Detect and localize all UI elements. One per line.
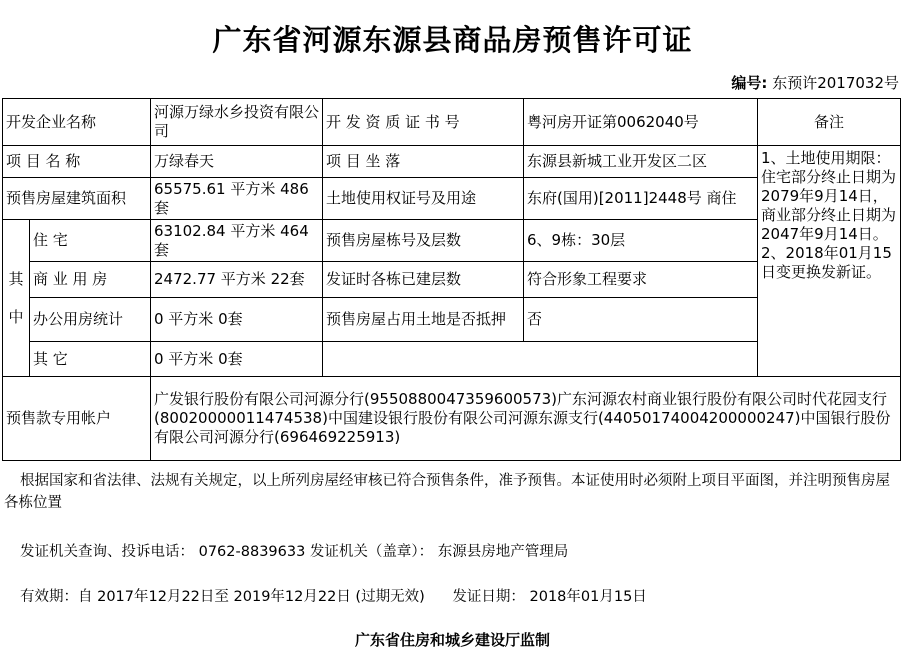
certificate-number [731, 72, 899, 93]
building-value: 6、9栋：30层 [524, 220, 758, 262]
mortgage-value: 否 [524, 298, 758, 342]
residential-label: 住 宅 [30, 220, 151, 262]
project-name-label: 项 目 名 称 [3, 146, 151, 178]
among-label: 其中 [3, 220, 30, 377]
validity-line: 有效期：自 2017年12月22日至 2019年12月22日 (过期无效) 发证日期： 2018年01月15日 [20, 589, 647, 605]
account-value: 广发银行股份有限公司河源分行(9550880047359600573)广东河源农村商业银行股份有限公司时代花园支行(80020000011474538)中国建设银行股份有限公司河源东源支行(44050174004200000247)中国银行股份有限公司河源分行(696469225913) [151, 377, 901, 461]
contact-line: 发证机关查询、投诉电话： 0762-8839633 发证机关（盖章）： 东源县房地产管理局 [20, 544, 569, 560]
built-floors-value: 符合形象工程要求 [524, 262, 758, 298]
supervision-footer: 广东省住房和城乡建设厅监制 [354, 631, 550, 649]
certificate-number-label: 编号: [731, 74, 768, 92]
document-title: 广东省河源东源县商品房预售许可证 [212, 23, 693, 57]
commercial-label: 商 业 用 房 [30, 262, 151, 298]
other-value: 0 平方米 0套 [151, 342, 323, 377]
presale-area-label: 预售房屋建筑面积 [3, 178, 151, 220]
residential-value: 63102.84 平方米 464套 [151, 220, 323, 262]
remarks-label: 备注 [758, 99, 901, 146]
mortgage-label: 预售房屋占用土地是否抵押 [323, 298, 524, 342]
certificate-number-value: 东预许2017032号 [772, 74, 899, 92]
account-label: 预售款专用帐户 [3, 377, 151, 461]
land-cert-value: 东府(国用)[2011]2448号 商住 [524, 178, 758, 220]
qualification-label: 开 发 资 质 证 书 号 [323, 99, 524, 146]
commercial-value: 2472.77 平方米 22套 [151, 262, 323, 298]
project-name-value: 万绿春天 [151, 146, 323, 178]
project-location-label: 项 目 坐 落 [323, 146, 524, 178]
qualification-value: 粤河房开证第0062040号 [524, 99, 758, 146]
license-table [2, 98, 901, 461]
developer-label: 开发企业名称 [3, 99, 151, 146]
land-cert-label: 土地使用权证号及用途 [323, 178, 524, 220]
office-label: 办公用房统计 [30, 298, 151, 342]
built-floors-label: 发证时各栋已建层数 [323, 262, 524, 298]
empty-cell [323, 342, 758, 377]
presale-area-value: 65575.61 平方米 486套 [151, 178, 323, 220]
other-label: 其 它 [30, 342, 151, 377]
project-location-value: 东源县新城工业开发区二区 [524, 146, 758, 178]
office-value: 0 平方米 0套 [151, 298, 323, 342]
building-label: 预售房屋栋号及层数 [323, 220, 524, 262]
approval-text: 根据国家和省法律、法规有关规定，以上所列房屋经审核已符合预售条件，准予预售。本证使用时必须附上项目平面图，并注明预售房屋各栋位置 [4, 473, 890, 511]
developer-value: 河源万绿水乡投资有限公司 [151, 99, 323, 146]
remarks-value: 1、土地使用期限：住宅部分终止日期为2079年9月14日，商业部分终止日期为2047年9月14日。2、2018年01月15日变更换发新证。 [758, 146, 901, 377]
